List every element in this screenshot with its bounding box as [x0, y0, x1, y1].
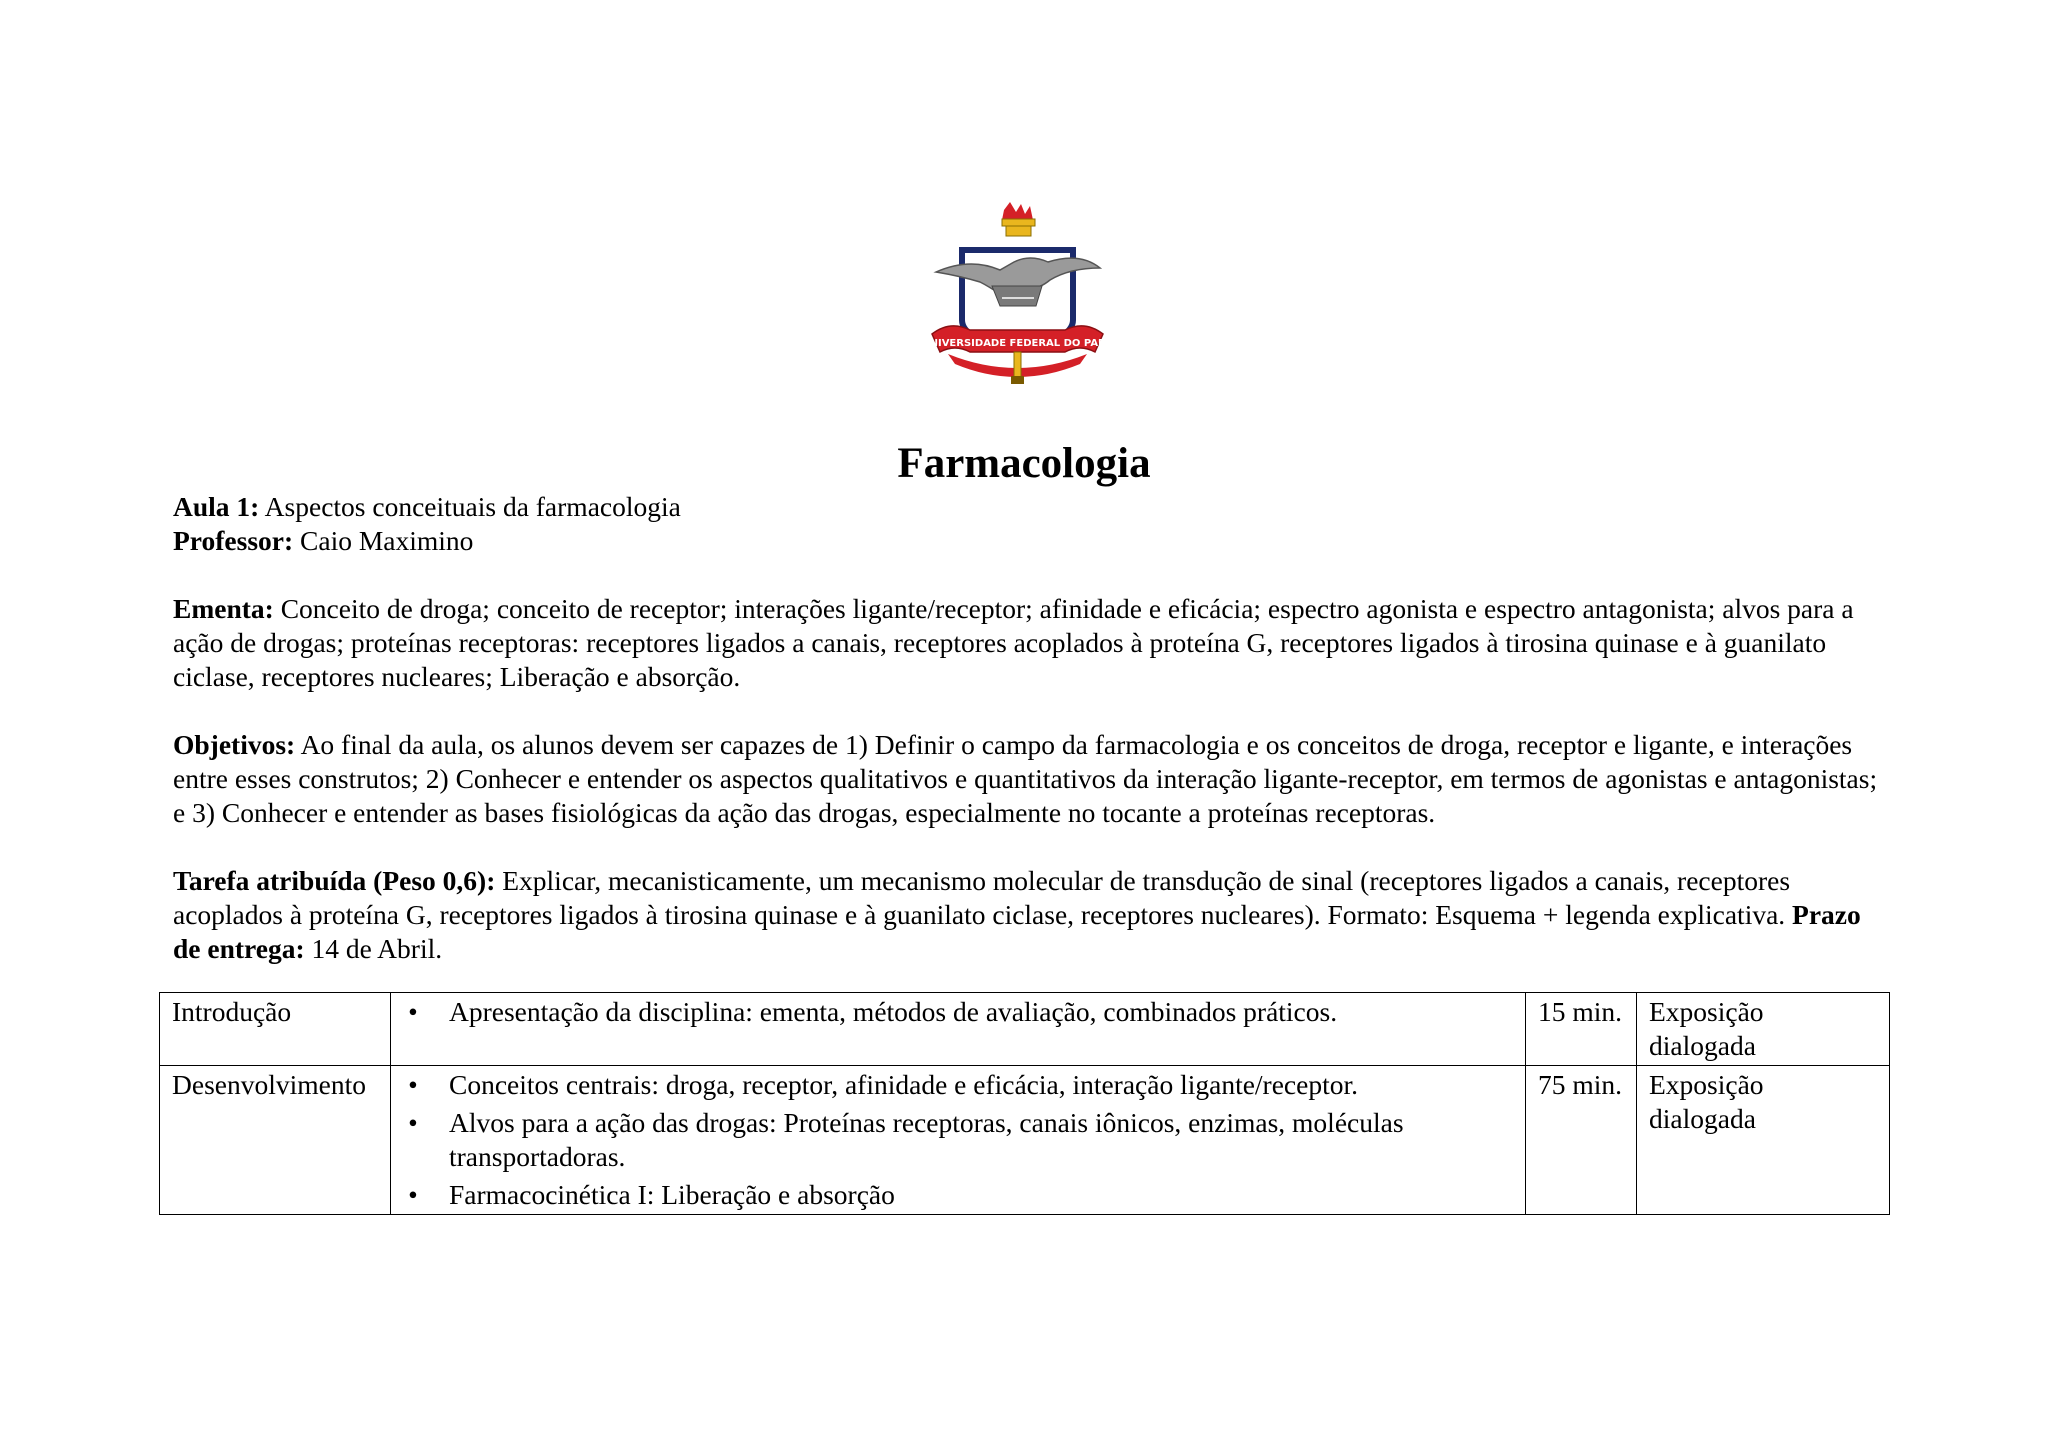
objetivos-text: Ao final da aula, os alunos devem ser capazes de 1) Definir o campo da farmacologia e os conceitos de droga, receptor e ligante, e interações entre esses construtos; 2) Conhecer e entender os aspectos qualitativos e quantitativos da interação ligante-receptor, em termos de agonistas e antagonistas; e 3) Conhecer e entender as bases fisiológicas da ação das drogas, especialmente no tocante a proteínas receptoras. [173, 729, 1878, 828]
university-logo [930, 202, 1105, 387]
list-item-text: Farmacocinética I: Liberação e absorção [449, 1179, 895, 1210]
objetivos-label: Objetivos: [173, 729, 296, 760]
aula-line [173, 490, 1893, 524]
method-cell: Exposição dialogada [1637, 993, 1890, 1066]
ementa-paragraph [173, 592, 1893, 694]
prazo-label: Prazo de entrega: [173, 899, 1861, 964]
lesson-description [173, 490, 1893, 966]
aula-value: Aspectos conceituais da farmacologia [259, 491, 681, 522]
professor-line [173, 524, 1893, 558]
ementa-text: Conceito de droga; conceito de receptor; interações ligante/receptor; afinidade e eficácia; espectro agonista e espectro antagonista; alvos para a ação de drogas; proteínas receptoras: receptores ligados a canais, receptores acoplados à proteína G, receptores ligados à tirosina quinase e à guanilato ciclase, receptores nucleares; Liberação e absorção. [173, 593, 1854, 692]
bullet-icon: • [408, 1069, 418, 1100]
table-row [160, 993, 1890, 1066]
table-row [160, 1066, 1890, 1215]
tarefa-label: Tarefa atribuída (Peso 0,6): [173, 865, 496, 896]
items-cell [391, 993, 1526, 1066]
page-title: Farmacologia [897, 440, 1151, 487]
ufpa-emblem-icon [930, 202, 1105, 387]
bullet-icon: • [408, 1107, 418, 1138]
items-cell [391, 1066, 1526, 1215]
professor-value: Caio Maximino [293, 525, 474, 556]
bullet-icon: • [408, 1179, 418, 1210]
objetivos-paragraph [173, 728, 1893, 830]
phase-cell: Introdução [160, 993, 391, 1066]
bullet-icon: • [408, 996, 418, 1027]
prazo-value: 14 de Abril. [304, 933, 443, 964]
list-item [403, 1068, 1513, 1102]
list-item-text: Apresentação da disciplina: ementa, métodos de avaliação, combinados práticos. [449, 996, 1338, 1027]
list-item [403, 1106, 1513, 1174]
tarefa-text: Explicar, mecanisticamente, um mecanismo molecular de transdução de sinal (receptores ligados a canais, receptores acoplados à proteína G, receptores ligados à tirosina quinase e à guanilato ciclase, receptores nucleares). Formato: Esquema + legenda explicativa. [173, 865, 1791, 930]
svg-text:UNIVERSIDADE FEDERAL DO PARÁ: UNIVERSIDADE FEDERAL DO PARÁ [930, 338, 1105, 349]
tarefa-paragraph [173, 864, 1893, 966]
list-item-text: Conceitos centrais: droga, receptor, afinidade e eficácia, interação ligante/receptor. [449, 1069, 1358, 1100]
list-item-text: Alvos para a ação das drogas: Proteínas receptoras, canais iônicos, enzimas, moléculas transportadoras. [449, 1107, 1404, 1172]
method-cell: Exposição dialogada [1637, 1066, 1890, 1215]
list-item [403, 995, 1513, 1029]
aula-label: Aula 1: [173, 491, 260, 522]
professor-label: Professor: [173, 525, 294, 556]
lesson-plan-table [159, 992, 1890, 1215]
time-cell: 15 min. [1526, 993, 1637, 1066]
phase-cell: Desenvolvimento [160, 1066, 391, 1215]
time-cell: 75 min. [1526, 1066, 1637, 1215]
ementa-label: Ementa: [173, 593, 274, 624]
list-item [403, 1178, 1513, 1212]
